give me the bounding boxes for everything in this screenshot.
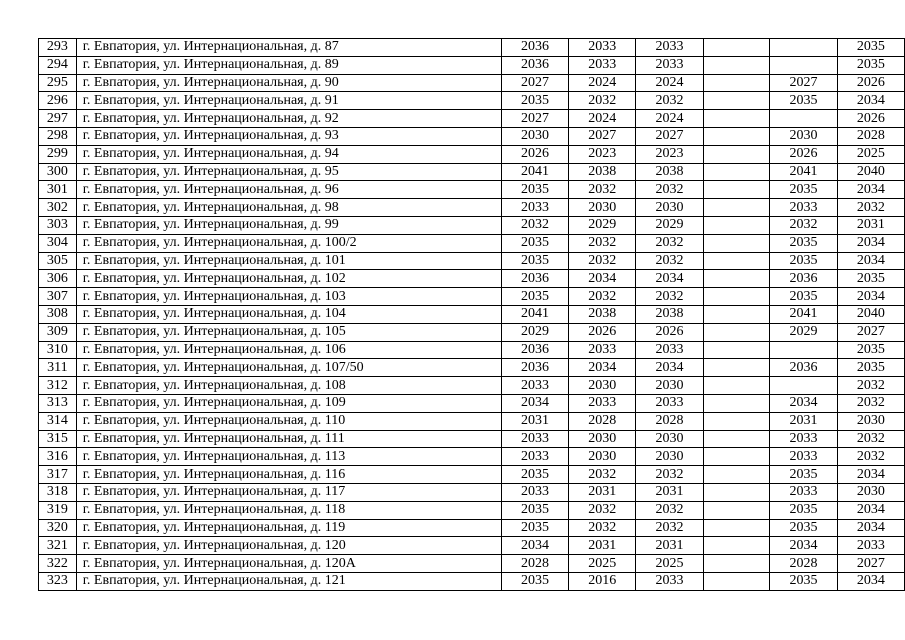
- cell-year-6: 2035: [837, 56, 904, 74]
- cell-year-3: 2032: [636, 501, 703, 519]
- cell-year-2: 2024: [569, 74, 636, 92]
- cell-year-3: 2033: [636, 572, 703, 590]
- cell-year-3: 2030: [636, 377, 703, 395]
- table-row: [39, 199, 905, 217]
- cell-address: г. Евпатория, ул. Интернациональная, д. 110: [76, 412, 501, 430]
- table-row: [39, 163, 905, 181]
- table-row: [39, 252, 905, 270]
- cell-year-2: 2031: [569, 483, 636, 501]
- cell-year-1: 2035: [501, 92, 568, 110]
- cell-year-1: 2035: [501, 288, 568, 306]
- cell-year-4: [703, 305, 770, 323]
- cell-year-6: 2034: [837, 572, 904, 590]
- cell-year-2: 2016: [569, 572, 636, 590]
- cell-year-6: 2035: [837, 341, 904, 359]
- cell-row-number: 299: [39, 145, 77, 163]
- cell-year-5: 2035: [770, 288, 837, 306]
- table-row: [39, 430, 905, 448]
- cell-row-number: 310: [39, 341, 77, 359]
- cell-address: г. Евпатория, ул. Интернациональная, д. 121: [76, 572, 501, 590]
- table-row: [39, 448, 905, 466]
- cell-year-4: [703, 323, 770, 341]
- cell-year-5: 2033: [770, 483, 837, 501]
- cell-year-4: [703, 483, 770, 501]
- cell-year-1: 2036: [501, 359, 568, 377]
- table-row: [39, 127, 905, 145]
- table-row: [39, 377, 905, 395]
- cell-address: г. Евпатория, ул. Интернациональная, д. 107/50: [76, 359, 501, 377]
- cell-year-3: 2033: [636, 39, 703, 57]
- cell-address: г. Евпатория, ул. Интернациональная, д. 120: [76, 537, 501, 555]
- cell-year-5: 2030: [770, 127, 837, 145]
- cell-year-1: 2035: [501, 252, 568, 270]
- cell-year-4: [703, 519, 770, 537]
- cell-year-6: 2032: [837, 377, 904, 395]
- cell-year-3: 2026: [636, 323, 703, 341]
- cell-year-2: 2032: [569, 466, 636, 484]
- cell-year-6: 2031: [837, 216, 904, 234]
- cell-year-1: 2034: [501, 537, 568, 555]
- cell-year-5: [770, 56, 837, 74]
- cell-year-2: 2034: [569, 359, 636, 377]
- table-row: [39, 466, 905, 484]
- cell-address: г. Евпатория, ул. Интернациональная, д. 117: [76, 483, 501, 501]
- cell-row-number: 314: [39, 412, 77, 430]
- cell-address: г. Евпатория, ул. Интернациональная, д. 105: [76, 323, 501, 341]
- cell-year-5: 2035: [770, 519, 837, 537]
- cell-year-4: [703, 234, 770, 252]
- cell-year-1: 2027: [501, 74, 568, 92]
- cell-year-3: 2024: [636, 74, 703, 92]
- cell-year-4: [703, 163, 770, 181]
- cell-address: г. Евпатория, ул. Интернациональная, д. 94: [76, 145, 501, 163]
- cell-row-number: 307: [39, 288, 77, 306]
- cell-year-1: 2036: [501, 270, 568, 288]
- cell-year-1: 2032: [501, 216, 568, 234]
- cell-year-5: 2035: [770, 252, 837, 270]
- cell-address: г. Евпатория, ул. Интернациональная, д. 109: [76, 394, 501, 412]
- cell-address: г. Евпатория, ул. Интернациональная, д. 100/2: [76, 234, 501, 252]
- cell-year-4: [703, 430, 770, 448]
- cell-year-4: [703, 199, 770, 217]
- cell-row-number: 300: [39, 163, 77, 181]
- cell-address: г. Евпатория, ул. Интернациональная, д. 99: [76, 216, 501, 234]
- cell-year-2: 2032: [569, 234, 636, 252]
- cell-year-4: [703, 56, 770, 74]
- cell-year-1: 2033: [501, 483, 568, 501]
- table-row: [39, 288, 905, 306]
- cell-year-3: 2029: [636, 216, 703, 234]
- cell-year-3: 2032: [636, 466, 703, 484]
- cell-year-6: 2026: [837, 74, 904, 92]
- cell-year-3: 2028: [636, 412, 703, 430]
- cell-year-2: 2033: [569, 39, 636, 57]
- cell-year-5: 2033: [770, 430, 837, 448]
- cell-year-1: 2035: [501, 501, 568, 519]
- cell-year-2: 2028: [569, 412, 636, 430]
- cell-year-4: [703, 555, 770, 573]
- cell-year-3: 2038: [636, 163, 703, 181]
- cell-year-2: 2033: [569, 394, 636, 412]
- cell-year-5: 2035: [770, 501, 837, 519]
- cell-year-1: 2033: [501, 430, 568, 448]
- cell-year-3: 2024: [636, 110, 703, 128]
- cell-year-3: 2033: [636, 394, 703, 412]
- cell-year-6: 2030: [837, 483, 904, 501]
- cell-year-3: 2034: [636, 359, 703, 377]
- cell-year-1: 2035: [501, 572, 568, 590]
- cell-address: г. Евпатория, ул. Интернациональная, д. 93: [76, 127, 501, 145]
- cell-year-6: 2040: [837, 305, 904, 323]
- cell-year-4: [703, 572, 770, 590]
- cell-year-4: [703, 377, 770, 395]
- cell-year-5: 2036: [770, 359, 837, 377]
- cell-year-6: 2030: [837, 412, 904, 430]
- cell-row-number: 321: [39, 537, 77, 555]
- cell-year-5: [770, 341, 837, 359]
- cell-year-6: 2034: [837, 92, 904, 110]
- cell-year-3: 2031: [636, 483, 703, 501]
- cell-year-3: 2030: [636, 199, 703, 217]
- table-row: [39, 234, 905, 252]
- cell-year-6: 2034: [837, 252, 904, 270]
- cell-year-2: 2032: [569, 288, 636, 306]
- table-row: [39, 305, 905, 323]
- cell-year-6: 2027: [837, 555, 904, 573]
- cell-year-2: 2032: [569, 501, 636, 519]
- cell-row-number: 302: [39, 199, 77, 217]
- cell-year-6: 2026: [837, 110, 904, 128]
- cell-year-5: 2041: [770, 163, 837, 181]
- cell-year-4: [703, 127, 770, 145]
- cell-year-5: [770, 39, 837, 57]
- cell-row-number: 295: [39, 74, 77, 92]
- cell-year-4: [703, 359, 770, 377]
- cell-address: г. Евпатория, ул. Интернациональная, д. 91: [76, 92, 501, 110]
- table-row: [39, 216, 905, 234]
- cell-row-number: 319: [39, 501, 77, 519]
- cell-row-number: 306: [39, 270, 77, 288]
- cell-year-4: [703, 181, 770, 199]
- cell-row-number: 298: [39, 127, 77, 145]
- cell-address: г. Евпатория, ул. Интернациональная, д. 104: [76, 305, 501, 323]
- cell-row-number: 303: [39, 216, 77, 234]
- cell-year-6: 2033: [837, 537, 904, 555]
- cell-year-3: 2025: [636, 555, 703, 573]
- cell-row-number: 323: [39, 572, 77, 590]
- cell-year-1: 2026: [501, 145, 568, 163]
- cell-address: г. Евпатория, ул. Интернациональная, д. 111: [76, 430, 501, 448]
- cell-year-6: 2034: [837, 288, 904, 306]
- cell-row-number: 317: [39, 466, 77, 484]
- cell-year-3: 2033: [636, 56, 703, 74]
- cell-year-1: 2035: [501, 519, 568, 537]
- cell-year-5: 2028: [770, 555, 837, 573]
- cell-row-number: 315: [39, 430, 77, 448]
- table-row: [39, 394, 905, 412]
- cell-address: г. Евпатория, ул. Интернациональная, д. 90: [76, 74, 501, 92]
- cell-year-1: 2033: [501, 199, 568, 217]
- cell-year-3: 2032: [636, 234, 703, 252]
- table-row: [39, 39, 905, 57]
- cell-row-number: 305: [39, 252, 77, 270]
- cell-year-6: 2027: [837, 323, 904, 341]
- cell-year-6: 2035: [837, 359, 904, 377]
- cell-year-4: [703, 341, 770, 359]
- cell-year-4: [703, 39, 770, 57]
- cell-row-number: 301: [39, 181, 77, 199]
- table-row: [39, 572, 905, 590]
- cell-row-number: 309: [39, 323, 77, 341]
- cell-row-number: 322: [39, 555, 77, 573]
- table-row: [39, 323, 905, 341]
- cell-year-3: 2033: [636, 341, 703, 359]
- cell-year-5: 2026: [770, 145, 837, 163]
- table-row: [39, 483, 905, 501]
- cell-year-1: 2028: [501, 555, 568, 573]
- cell-address: г. Евпатория, ул. Интернациональная, д. 96: [76, 181, 501, 199]
- cell-year-4: [703, 270, 770, 288]
- cell-year-6: 2032: [837, 394, 904, 412]
- cell-year-1: 2041: [501, 163, 568, 181]
- cell-year-6: 2034: [837, 501, 904, 519]
- cell-year-2: 2030: [569, 199, 636, 217]
- cell-year-2: 2038: [569, 305, 636, 323]
- cell-year-3: 2027: [636, 127, 703, 145]
- table-row: [39, 537, 905, 555]
- cell-year-5: 2029: [770, 323, 837, 341]
- cell-year-4: [703, 448, 770, 466]
- cell-year-2: 2033: [569, 341, 636, 359]
- cell-year-1: 2030: [501, 127, 568, 145]
- cell-address: г. Евпатория, ул. Интернациональная, д. 116: [76, 466, 501, 484]
- cell-row-number: 318: [39, 483, 77, 501]
- cell-year-6: 2028: [837, 127, 904, 145]
- cell-year-6: 2034: [837, 181, 904, 199]
- cell-year-5: 2035: [770, 572, 837, 590]
- cell-year-6: 2040: [837, 163, 904, 181]
- cell-address: г. Евпатория, ул. Интернациональная, д. 92: [76, 110, 501, 128]
- table-row: [39, 519, 905, 537]
- cell-year-3: 2038: [636, 305, 703, 323]
- cell-year-6: 2035: [837, 270, 904, 288]
- cell-year-3: 2032: [636, 181, 703, 199]
- cell-year-2: 2030: [569, 448, 636, 466]
- cell-year-2: 2029: [569, 216, 636, 234]
- cell-year-5: 2027: [770, 74, 837, 92]
- cell-year-5: 2033: [770, 199, 837, 217]
- cell-year-5: 2034: [770, 537, 837, 555]
- cell-year-4: [703, 466, 770, 484]
- cell-address: г. Евпатория, ул. Интернациональная, д. 108: [76, 377, 501, 395]
- cell-year-4: [703, 92, 770, 110]
- cell-year-2: 2033: [569, 56, 636, 74]
- cell-year-5: 2036: [770, 270, 837, 288]
- cell-year-3: 2023: [636, 145, 703, 163]
- cell-year-1: 2041: [501, 305, 568, 323]
- cell-year-4: [703, 110, 770, 128]
- cell-address: г. Евпатория, ул. Интернациональная, д. 101: [76, 252, 501, 270]
- cell-year-5: [770, 110, 837, 128]
- cell-year-5: 2033: [770, 448, 837, 466]
- cell-address: г. Евпатория, ул. Интернациональная, д. 118: [76, 501, 501, 519]
- cell-row-number: 293: [39, 39, 77, 57]
- cell-year-2: 2024: [569, 110, 636, 128]
- cell-year-5: 2035: [770, 181, 837, 199]
- cell-row-number: 308: [39, 305, 77, 323]
- cell-year-2: 2032: [569, 252, 636, 270]
- table-row: [39, 270, 905, 288]
- cell-year-1: 2035: [501, 234, 568, 252]
- table-row: [39, 359, 905, 377]
- table-row: [39, 92, 905, 110]
- cell-row-number: 304: [39, 234, 77, 252]
- cell-year-2: 2030: [569, 377, 636, 395]
- cell-address: г. Евпатория, ул. Интернациональная, д. 120А: [76, 555, 501, 573]
- housing-schedule-table: [38, 38, 905, 591]
- cell-year-4: [703, 288, 770, 306]
- cell-address: г. Евпатория, ул. Интернациональная, д. 89: [76, 56, 501, 74]
- cell-year-4: [703, 394, 770, 412]
- cell-address: г. Евпатория, ул. Интернациональная, д. 113: [76, 448, 501, 466]
- cell-year-1: 2033: [501, 377, 568, 395]
- cell-year-4: [703, 412, 770, 430]
- cell-year-5: 2035: [770, 92, 837, 110]
- cell-year-5: 2031: [770, 412, 837, 430]
- table-row: [39, 555, 905, 573]
- cell-row-number: 296: [39, 92, 77, 110]
- cell-year-2: 2038: [569, 163, 636, 181]
- cell-year-1: 2035: [501, 181, 568, 199]
- cell-year-3: 2030: [636, 448, 703, 466]
- cell-year-6: 2035: [837, 39, 904, 57]
- cell-year-1: 2029: [501, 323, 568, 341]
- cell-year-6: 2034: [837, 234, 904, 252]
- cell-row-number: 316: [39, 448, 77, 466]
- cell-year-6: 2032: [837, 199, 904, 217]
- cell-year-2: 2031: [569, 537, 636, 555]
- cell-year-1: 2034: [501, 394, 568, 412]
- cell-year-3: 2032: [636, 519, 703, 537]
- cell-year-5: 2035: [770, 466, 837, 484]
- cell-year-2: 2026: [569, 323, 636, 341]
- cell-year-3: 2030: [636, 430, 703, 448]
- cell-address: г. Евпатория, ул. Интернациональная, д. 106: [76, 341, 501, 359]
- cell-year-4: [703, 537, 770, 555]
- cell-year-4: [703, 501, 770, 519]
- cell-year-6: 2025: [837, 145, 904, 163]
- cell-year-3: 2032: [636, 252, 703, 270]
- cell-year-6: 2034: [837, 466, 904, 484]
- cell-row-number: 313: [39, 394, 77, 412]
- table-row: [39, 181, 905, 199]
- cell-year-2: 2025: [569, 555, 636, 573]
- cell-row-number: 297: [39, 110, 77, 128]
- cell-year-5: [770, 377, 837, 395]
- cell-address: г. Евпатория, ул. Интернациональная, д. 95: [76, 163, 501, 181]
- cell-year-3: 2034: [636, 270, 703, 288]
- table-body: [39, 39, 905, 591]
- cell-year-1: 2036: [501, 56, 568, 74]
- table-row: [39, 412, 905, 430]
- cell-year-1: 2036: [501, 341, 568, 359]
- cell-year-6: 2032: [837, 448, 904, 466]
- cell-year-4: [703, 216, 770, 234]
- cell-row-number: 294: [39, 56, 77, 74]
- cell-address: г. Евпатория, ул. Интернациональная, д. 98: [76, 199, 501, 217]
- table-row: [39, 501, 905, 519]
- cell-year-6: 2032: [837, 430, 904, 448]
- cell-year-1: 2033: [501, 448, 568, 466]
- cell-year-2: 2032: [569, 181, 636, 199]
- table-row: [39, 74, 905, 92]
- cell-year-4: [703, 74, 770, 92]
- cell-year-2: 2034: [569, 270, 636, 288]
- cell-year-3: 2032: [636, 92, 703, 110]
- cell-year-2: 2032: [569, 519, 636, 537]
- cell-year-1: 2035: [501, 466, 568, 484]
- cell-year-4: [703, 145, 770, 163]
- cell-year-2: 2023: [569, 145, 636, 163]
- cell-row-number: 320: [39, 519, 77, 537]
- table-row: [39, 145, 905, 163]
- cell-year-2: 2032: [569, 92, 636, 110]
- cell-row-number: 312: [39, 377, 77, 395]
- cell-year-5: 2041: [770, 305, 837, 323]
- cell-address: г. Евпатория, ул. Интернациональная, д. 102: [76, 270, 501, 288]
- cell-address: г. Евпатория, ул. Интернациональная, д. 103: [76, 288, 501, 306]
- cell-year-1: 2027: [501, 110, 568, 128]
- cell-address: г. Евпатория, ул. Интернациональная, д. 119: [76, 519, 501, 537]
- table-row: [39, 110, 905, 128]
- cell-year-5: 2035: [770, 234, 837, 252]
- cell-row-number: 311: [39, 359, 77, 377]
- cell-address: г. Евпатория, ул. Интернациональная, д. 87: [76, 39, 501, 57]
- cell-year-2: 2030: [569, 430, 636, 448]
- table-row: [39, 56, 905, 74]
- cell-year-4: [703, 252, 770, 270]
- cell-year-6: 2034: [837, 519, 904, 537]
- cell-year-5: 2032: [770, 216, 837, 234]
- cell-year-3: 2031: [636, 537, 703, 555]
- cell-year-3: 2032: [636, 288, 703, 306]
- cell-year-2: 2027: [569, 127, 636, 145]
- cell-year-1: 2036: [501, 39, 568, 57]
- document-page: [38, 38, 905, 591]
- table-row: [39, 341, 905, 359]
- cell-year-1: 2031: [501, 412, 568, 430]
- cell-year-5: 2034: [770, 394, 837, 412]
